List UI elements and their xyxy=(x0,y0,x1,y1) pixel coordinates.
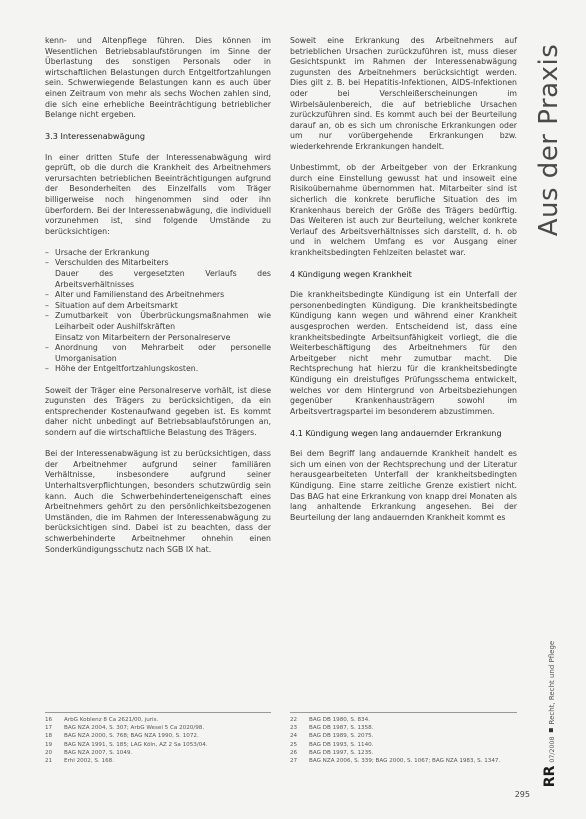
footnote-number: 27 xyxy=(290,758,298,765)
footnote-number: 18 xyxy=(45,733,53,740)
footnote xyxy=(45,716,271,724)
paragraph: Bei dem Begriff lang andauernde Krankheit handelt es sich um einen von der Rechtsprechung und der Literatur herausgearbeiteten Unterfall der krankheitsbedingten Kündigung. Eine starre zeitliche Grenze existiert nicht. Das BAG hat eine Erkrankung von knapp drei Monaten als lang anhaltende Erkrankung angesehen. Bei der Beurteilung der lang andauernden Krankheit kommt es xyxy=(290,449,517,522)
footnote-text: BAG NZA 1991, S. 185; LAG Köln, AZ 2 Sa 1053/04. xyxy=(64,741,208,748)
list-dash: – xyxy=(45,300,49,310)
footnote xyxy=(45,732,271,740)
list-dash: – xyxy=(45,364,49,374)
footnote xyxy=(45,724,271,732)
footnote xyxy=(290,716,517,724)
footnote-text: ArbG Koblenz 8 Ca 2621/00, juris. xyxy=(64,717,159,723)
footnote-number: 17 xyxy=(45,725,53,732)
footnote-number: 26 xyxy=(290,749,298,756)
list-item-text: Situation auf dem Arbeitsmarkt xyxy=(55,300,178,310)
list-item-text: Ursache der Erkrankung xyxy=(55,247,150,257)
footnote-text: BAG NZA 2007, S. 1049. xyxy=(64,749,133,756)
section-heading: 4.1 Kündigung wegen lang andauernder Erkrankung xyxy=(290,427,502,438)
footnote-text: BAG DB 1980, S. 834. xyxy=(309,717,370,723)
footnote-number: 25 xyxy=(290,741,298,748)
list-item-text: Höhe der Entgeltfortzahlungskosten. xyxy=(55,364,199,374)
list-item xyxy=(45,364,271,375)
footnotes-left xyxy=(45,712,271,765)
list-dash: – xyxy=(45,247,49,257)
paragraph: Soweit der Träger eine Personalreserve vorhält, ist diese zugunsten des Trägers zu berücksichtigen, da ein entsprechender Kostenaufwand gegeben ist. Es kommt daher nicht unbedingt auf Betriebsablaufstörungen an, sondern auf die wirtschaftliche Belastung des Trägers. xyxy=(45,385,271,437)
page-number: 295 xyxy=(514,790,530,799)
list-item xyxy=(45,301,271,312)
list-dash: – xyxy=(45,343,49,353)
paragraph: In einer dritten Stufe der Interessenabwägung wird geprüft, ob die durch die Krankheit des Arbeitnehmers verursachten betrieblichen Beeinträchtigungen aufgrund der Besonderheiten des Einzelfalls vom Träger billigerweise noch hingenommen sind oder ihn überfordern. Bei der Interessenabwägung, die individuell vorzunehmen ist, sind folgende Umstände zu berücksichtigen: xyxy=(45,152,271,236)
side-title-text: Aus der Praxis xyxy=(534,43,564,237)
journal-name: Recht, Recht und Pflege xyxy=(548,640,556,725)
list-item xyxy=(45,248,271,259)
footnote xyxy=(290,732,517,740)
journal-issue: 07/2008 xyxy=(549,736,556,763)
paragraph: Bei der Interessenabwägung ist zu berücksichtigen, dass der Arbeitnehmer aufgrund seiner familiären Verhältnisse, insbesondere aufgrund seiner Unterhaltsverpflichtungen, besonders schutzwürdig sein kann. Auch die Schwerbehinderteneigenschaft eines Arbeitnehmers gehört zu den persönlichkeitsbezogenen Umständen, die im Rahmen der Interessenabwägung zu berücksichtigen sind. Dabei ist zu beachten, dass der schwerbehinderte Arbeitnehmer ohnehin einen Sonderkündigungsschutz nach SGB IX hat. xyxy=(45,449,271,554)
footnote-number: 20 xyxy=(45,749,53,756)
list-item xyxy=(45,290,271,301)
footnote-number: 16 xyxy=(45,717,53,723)
section-heading: 4 Kündigung wegen Krankheit xyxy=(290,269,412,280)
footnote-text: BAG NZA 2006, S. 339; BAG 2000, S. 1067; BAG NZA 1983, S. 1347. xyxy=(309,758,501,765)
criteria-list xyxy=(45,248,271,375)
footnote xyxy=(45,757,271,765)
list-dash: – xyxy=(45,290,49,300)
journal-footer-line xyxy=(542,641,558,787)
list-dash: – xyxy=(45,258,49,268)
paragraph: Soweit eine Erkrankung des Arbeitnehmers auf betrieblichen Ursachen zurückzuführen ist, muss dieser Gesichtspunkt im Rahmen der Interessenabwägung zugunsten des Arbeitnehmers berücksichtigt werden. Dies gilt z. B. bei Hepatitis-Infektionen, AIDS-Infektionen oder bei Verschleißerscheinungen im Wirbelsäulenbereich, die auf betriebliche Ursachen zurückzuführen sind. Es kommt auch bei der Beurteilung darauf an, ob es sich um chronische Erkrankungen oder um nur vorübergehende Erkrankungen bzw. wiederkehrende Erkrankungen handelt. xyxy=(290,36,517,151)
footnote xyxy=(45,741,271,749)
footnote-text: BAG NZA 2004, S. 307; ArbG Wesel 5 Ca 2020/98. xyxy=(64,725,205,732)
footnote xyxy=(290,724,517,732)
footnote xyxy=(290,757,517,765)
footnote-text: Erhl 2002, S. 168. xyxy=(64,758,114,765)
paragraph: kenn- und Altenpflege führen. Dies können im Wesentlichen Betriebsablaufstörungen im Sinne der Überlastung des sonstigen Personals oder in wirtschaftlichen Belastungen durch Entgeltfortzahlungen sein. Schwerwiegende Belastungen kann es auch über einen Zeitraum von mehr als sechs Wochen zahlen sind, die sich eine erhebliche Beeinträchtigung betrieblicher Belange nicht ergeben. xyxy=(45,36,271,120)
list-item-text: Alter und Familienstand des Arbeitnehmers xyxy=(55,290,225,300)
list-item xyxy=(45,311,271,343)
right-column xyxy=(290,36,517,534)
list-item-subtext: Einsatz von Mitarbeitern der Personalreserve xyxy=(55,332,231,342)
footnote-text: BAG DB 1987, S. 1358. xyxy=(309,725,374,732)
footnote-number: 24 xyxy=(290,733,298,740)
list-item-text: Verschulden des Mitarbeiters xyxy=(55,258,169,268)
list-dash: – xyxy=(45,311,49,321)
journal-logo: RR xyxy=(542,765,558,788)
paragraph: Die krankheitsbedingte Kündigung ist ein Unterfall der personenbedingten Kündigung. Die krankheitsbedingte Kündigung kann wegen und während einer Krankheit ausgesprochen werden. Entscheidend ist, dass eine krankheitsbedingte Arbeitsunfähigkeit vorliegt, die die Weiterbeschäftigung des Arbeitnehmers für den Arbeitgeber nicht mehr zumutbar macht. Die Rechtsprechung hat hierzu für die krankheitsbedingte Kündigung ein dreistufiges Prüfungsschema entwickelt, welches vor dem Hintergrund von Arbeitsbeziehungen gegenüber Krankenhausträgern sowohl im Arbeitsvertragspartei im besonderem abzustimmen. xyxy=(290,290,517,416)
footnotes-right xyxy=(290,712,517,765)
footnote xyxy=(290,741,517,749)
footnote-number: 21 xyxy=(45,758,53,765)
section-side-title xyxy=(528,40,570,240)
journal-side-footer xyxy=(536,625,564,803)
footnote-text: BAG NZA 2000, S. 768; BAG NZA 1990, S. 1072. xyxy=(64,733,199,740)
paragraph: Unbestimmt, ob der Arbeitgeber von der Erkrankung durch eine Einstellung gewusst hat und insoweit eine Risikoübernahme übernommen hat. Mitarbeiter sind ist sicherlich die konkrete berufliche Situation des im Krankenhaus bereich der Größe des Trägers bedürftig. Das Weiteren ist auch zur Beurteilung, welcher konkrete Verlauf des Arbeitsverhältnisses sich darstellt, d. h. ob und in welchem Umfang es vor Ausgang einer krankheitsbedingten Fehlzeiten belastet war. xyxy=(290,163,517,257)
footnote-number: 19 xyxy=(45,741,53,748)
list-item-text: Zumutbarkeit von Überbrückungsmaßnahmen wie Leiharbeit oder Aushilfskräften xyxy=(55,311,271,332)
list-item-subtext: Dauer des vergesetzten Verlaufs des Arbeitsverhältnisses xyxy=(55,269,271,289)
footnote xyxy=(290,749,517,757)
footnote-number: 22 xyxy=(290,717,298,723)
section-heading: 3.3 Interessenabwägung xyxy=(45,131,145,142)
footnote-text: BAG DB 1993, S. 1140. xyxy=(309,741,374,748)
footnote xyxy=(45,749,271,757)
footnote-number: 23 xyxy=(290,725,298,732)
square-bullet-icon xyxy=(549,728,553,732)
list-item-text: Anordnung von Mehrarbeit oder personelle Umorganisation xyxy=(55,343,271,363)
footnote-text: BAG DB 1997, S. 1235. xyxy=(309,749,374,756)
left-column xyxy=(45,36,271,566)
list-item xyxy=(45,343,271,364)
footnote-text: BAG DB 1989, S. 2075. xyxy=(309,733,374,740)
list-item xyxy=(45,258,271,290)
